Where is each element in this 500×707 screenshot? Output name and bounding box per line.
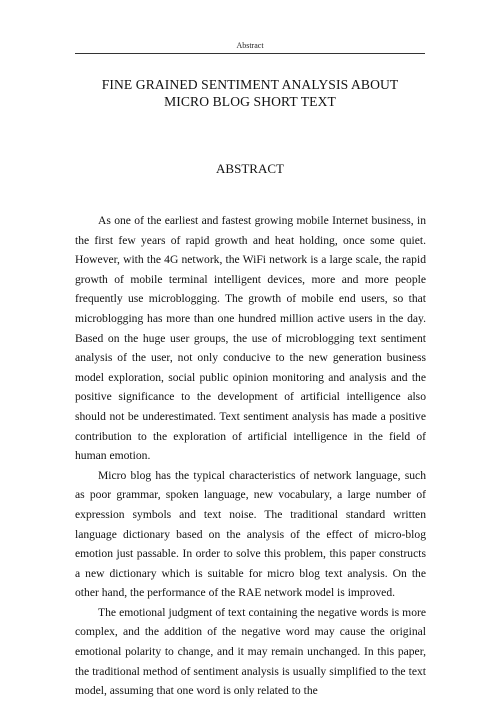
- paper-title-line-2: MICRO BLOG SHORT TEXT: [164, 94, 336, 109]
- running-header: Abstract: [236, 41, 264, 50]
- paper-title-line-1: FINE GRAINED SENTIMENT ANALYSIS ABOUT: [101, 77, 399, 92]
- paper-title: [0, 76, 500, 110]
- header-divider: [75, 53, 425, 54]
- abstract-paragraph-2: Micro blog has the typical characteristics of network language, such as poor grammar, spoken language, new vocabulary, a large number of expression symbols and text noise. The traditional standard written language dictionary based on the analysis of the effect of micro-blog emotion just passable. In order to solve this problem, this paper constructs a new dictionary which is suitable for micro blog text analysis. On the other hand, the performance of the RAE network model is improved.: [75, 468, 426, 600]
- abstract-body: [75, 211, 426, 701]
- abstract-paragraph-1: As one of the earliest and fastest growing mobile Internet business, in the first few years of rapid growth and heat holding, once some quiet. However, with the 4G network, the WiFi network is a large scale, the rapid growth of mobile terminal intelligent devices, more and more people frequently use microblogging. The growth of mobile end users, so that microblogging has more than one hundred million active users in the day. Based on the huge user groups, the use of microblogging text sentiment analysis of the user, not only conducive to the new generation business model exploration, social public opinion monitoring and analysis and the positive significance to the development of artificial intelligence also should not be underestimated. Text sentiment analysis has made a positive contribution to the exploration of artificial intelligence in the field of human emotion.: [75, 214, 426, 463]
- abstract-paragraph-3: The emotional judgment of text containing the negative words is more complex, and the addition of the negative word may cause the original emotional polarity to change, and it may remain unchanged. In this paper, the traditional method of sentiment analysis is usually simplified to the text model, assuming that one word is only related to the: [75, 605, 426, 698]
- abstract-heading: ABSTRACT: [216, 161, 284, 176]
